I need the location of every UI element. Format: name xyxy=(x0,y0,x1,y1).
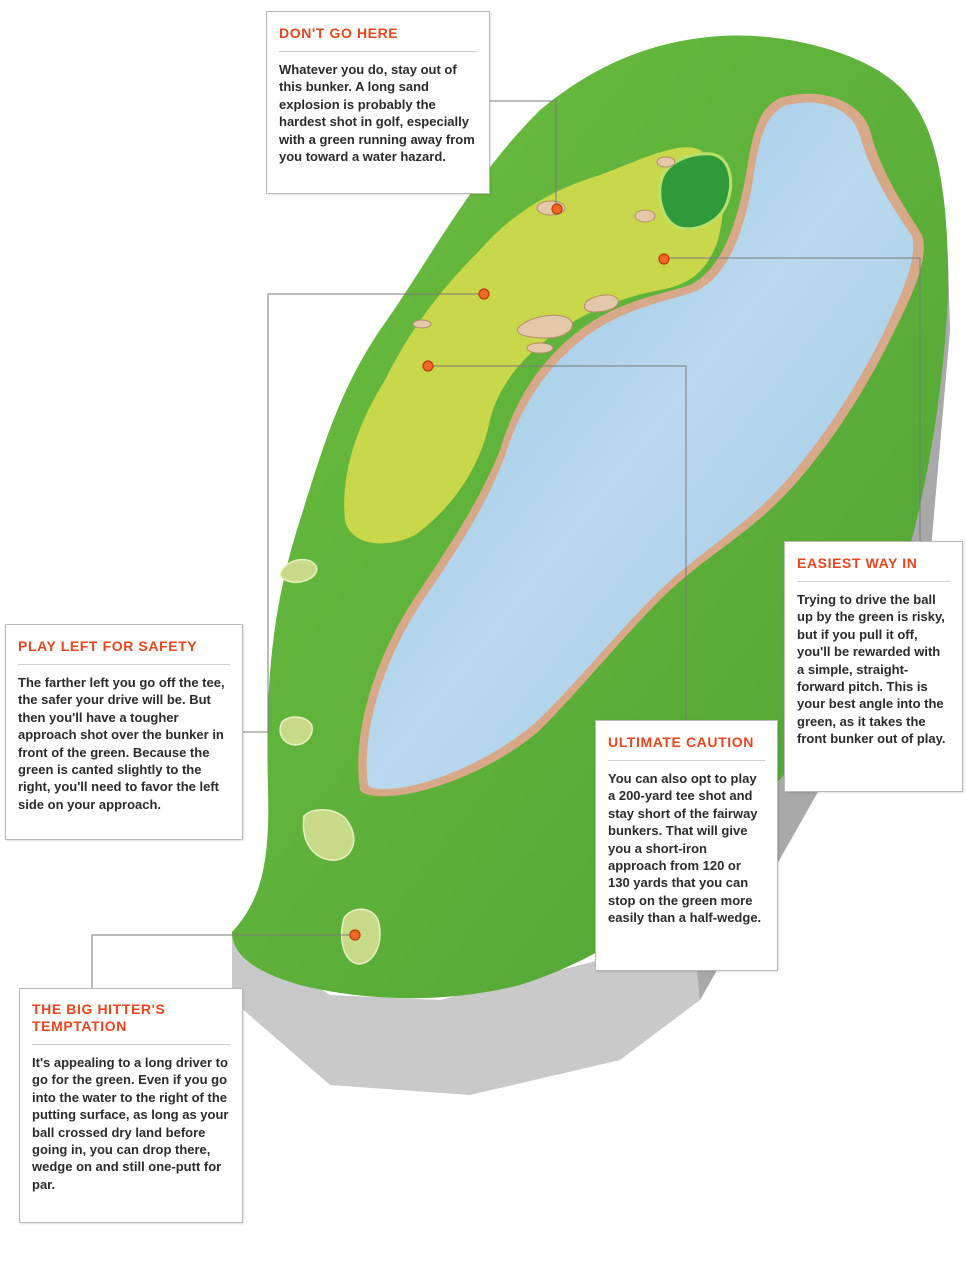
callout-title: PLAY LEFT FOR SAFETY xyxy=(18,637,230,665)
callout-body: Whatever you do, stay out of this bunker. A long sand explosion is probably the hardest shot in golf, especially with a green running away from you toward a water hazard. xyxy=(279,62,475,165)
callout-title: ULTIMATE CAUTION xyxy=(608,733,765,761)
callout-play-left-for-safety xyxy=(5,624,243,840)
greenside-bunker xyxy=(657,157,675,167)
marker-ultimate-caution xyxy=(423,361,433,371)
callout-big-hitters-temptation xyxy=(19,988,243,1223)
fairway-bunker xyxy=(527,343,553,353)
marker-dont-go-here xyxy=(552,204,562,214)
greenside-bunker xyxy=(635,210,655,222)
callout-body: The farther left you go off the tee, the safer your drive will be. But then you'll have a tougher approach shot over the bunker in front of the green. Because the green is canted slightly to the right, you'll need to favor the left side on your approach. xyxy=(18,675,225,812)
callout-dont-go-here xyxy=(266,11,490,194)
marker-play-left xyxy=(479,289,489,299)
tee-box xyxy=(280,717,312,745)
callout-body: Trying to drive the ball up by the green is risky, but if you pull it off, you'll be rewarded with a simple, straight-forward pitch. This is your best angle into the green, as it takes the front bunker out of play. xyxy=(797,592,946,747)
callout-title: DON'T GO HERE xyxy=(279,24,477,52)
marker-big-hitter xyxy=(350,930,360,940)
callout-title: THE BIG HITTER'S TEMPTATION xyxy=(32,1001,230,1045)
callout-title: EASIEST WAY IN xyxy=(797,554,950,582)
callout-ultimate-caution xyxy=(595,720,778,971)
callout-body: You can also opt to play a 200-yard tee shot and stay short of the fairway bunkers. That will give you a short-iron approach from 120 or 130 yards that you can stop on the green more easily than a half-wedge. xyxy=(608,771,762,926)
fairway-bunker xyxy=(413,320,431,328)
callout-body: It's appealing to a long driver to go for the green. Even if you go into the water to the right of the putting surface, as long as your ball crossed dry land before going in, you can drop there, wedge on and still one-putt for par. xyxy=(32,1055,229,1192)
marker-easiest-way xyxy=(659,254,669,264)
callout-easiest-way-in xyxy=(784,541,963,792)
tee-box xyxy=(342,909,380,964)
